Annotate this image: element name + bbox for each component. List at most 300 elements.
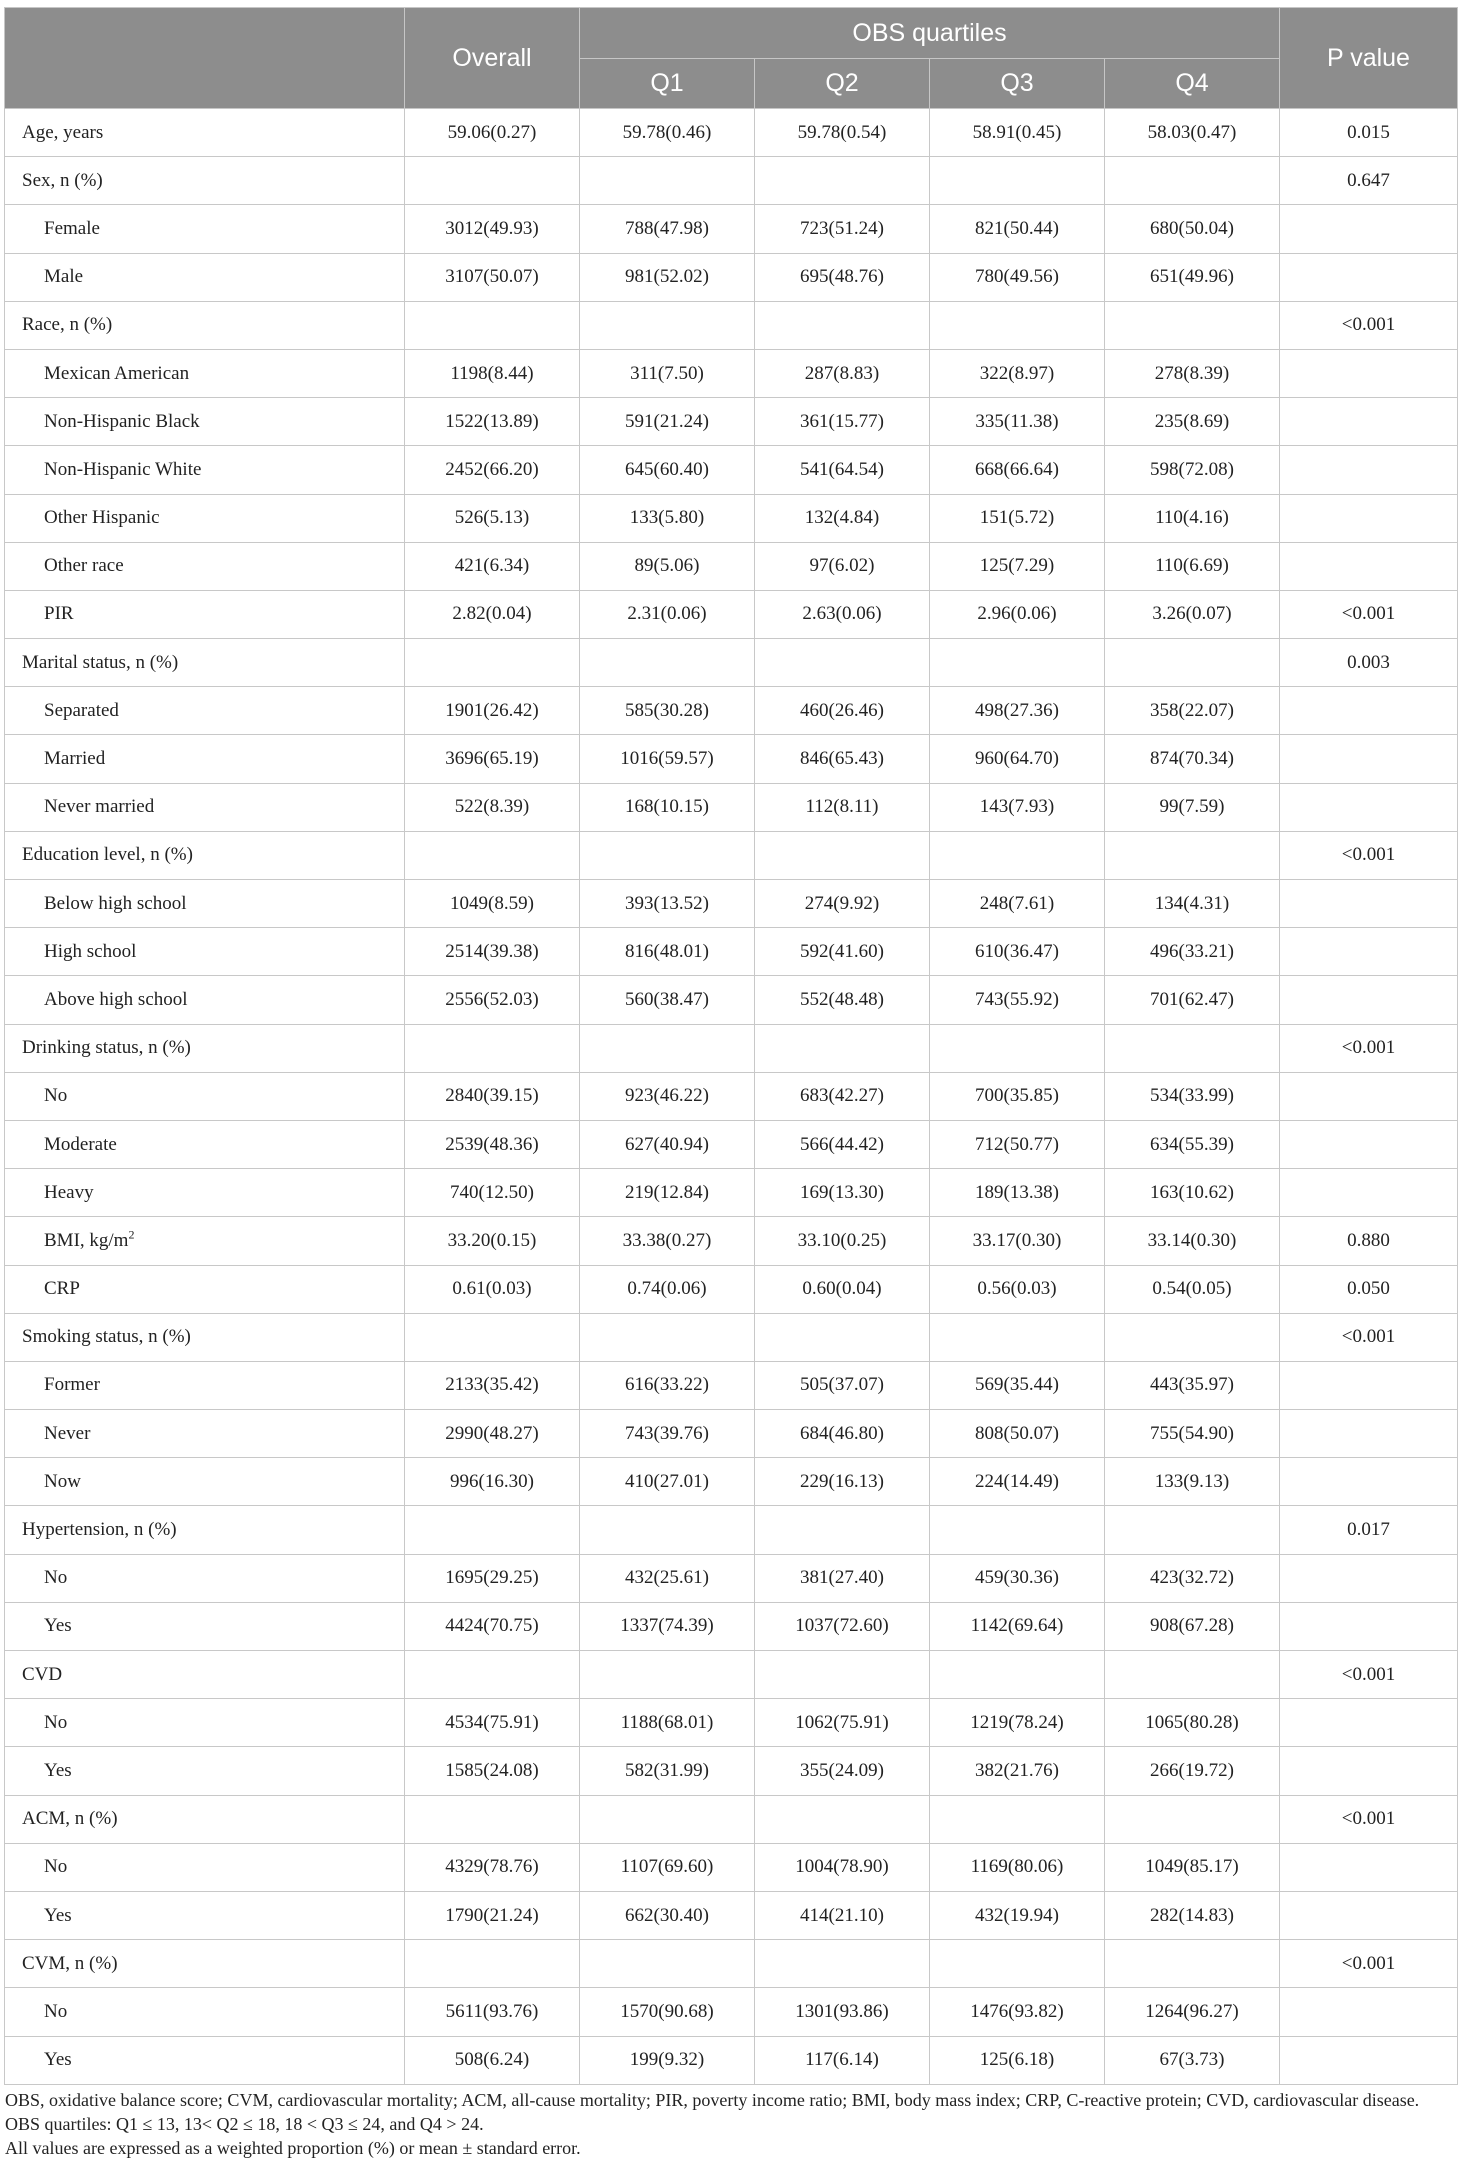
row-label bbox=[5, 1940, 405, 1988]
cell-q3: 743(55.92) bbox=[930, 976, 1105, 1024]
cell-q1: 743(39.76) bbox=[580, 1410, 755, 1458]
table-row bbox=[5, 639, 1458, 687]
cell-q2: 97(6.02) bbox=[755, 542, 930, 590]
row-label bbox=[5, 398, 405, 446]
cell-overall bbox=[405, 831, 580, 879]
row-label-text: Mexican American bbox=[44, 362, 190, 384]
table-row bbox=[5, 542, 1458, 590]
cell-q2: 723(51.24) bbox=[755, 205, 930, 253]
cell-overall bbox=[405, 1506, 580, 1554]
row-label bbox=[5, 687, 405, 735]
cell-q1: 645(60.40) bbox=[580, 446, 755, 494]
header-q4: Q4 bbox=[1105, 59, 1280, 109]
cell-overall: 1695(29.25) bbox=[405, 1554, 580, 1602]
cell-q2: 169(13.30) bbox=[755, 1169, 930, 1217]
cell-p-value bbox=[1280, 735, 1458, 783]
table-row bbox=[5, 1940, 1458, 1988]
row-label bbox=[5, 1265, 405, 1313]
cell-p-value bbox=[1280, 1410, 1458, 1458]
cell-q1: 168(10.15) bbox=[580, 783, 755, 831]
cell-q2 bbox=[755, 639, 930, 687]
cell-p-value: <0.001 bbox=[1280, 1940, 1458, 1988]
row-label bbox=[5, 494, 405, 542]
table-row bbox=[5, 831, 1458, 879]
cell-q2: 460(26.46) bbox=[755, 687, 930, 735]
row-label bbox=[5, 1024, 405, 1072]
cell-p-value: 0.015 bbox=[1280, 109, 1458, 157]
cell-q2: 0.60(0.04) bbox=[755, 1265, 930, 1313]
cell-overall: 996(16.30) bbox=[405, 1458, 580, 1506]
cell-q2: 59.78(0.54) bbox=[755, 109, 930, 157]
cell-q3: 1219(78.24) bbox=[930, 1699, 1105, 1747]
row-label bbox=[5, 1506, 405, 1554]
cell-q4: 1264(96.27) bbox=[1105, 1988, 1280, 2036]
cell-q3: 33.17(0.30) bbox=[930, 1217, 1105, 1265]
cell-q3: 58.91(0.45) bbox=[930, 109, 1105, 157]
row-label-text: Male bbox=[44, 266, 84, 288]
cell-q2: 541(64.54) bbox=[755, 446, 930, 494]
cell-q2: 566(44.42) bbox=[755, 1120, 930, 1168]
cell-q1 bbox=[580, 1651, 755, 1699]
table-row bbox=[5, 1891, 1458, 1939]
cell-overall bbox=[405, 157, 580, 205]
cell-q3: 143(7.93) bbox=[930, 783, 1105, 831]
cell-q3: 125(6.18) bbox=[930, 2036, 1105, 2084]
cell-q1: 616(33.22) bbox=[580, 1361, 755, 1409]
table-row bbox=[5, 1217, 1458, 1265]
cell-p-value: 0.003 bbox=[1280, 639, 1458, 687]
table-row bbox=[5, 1265, 1458, 1313]
header-q3: Q3 bbox=[930, 59, 1105, 109]
cell-overall: 2990(48.27) bbox=[405, 1410, 580, 1458]
cell-q2: 33.10(0.25) bbox=[755, 1217, 930, 1265]
header-overall: Overall bbox=[405, 8, 580, 109]
cell-q3: 780(49.56) bbox=[930, 253, 1105, 301]
row-label-text: No bbox=[44, 2000, 68, 2022]
row-label bbox=[5, 1891, 405, 1939]
cell-overall: 0.61(0.03) bbox=[405, 1265, 580, 1313]
cell-p-value bbox=[1280, 880, 1458, 928]
row-label bbox=[5, 1361, 405, 1409]
cell-q3 bbox=[930, 1795, 1105, 1843]
cell-q3 bbox=[930, 639, 1105, 687]
cell-q3: 610(36.47) bbox=[930, 928, 1105, 976]
row-label bbox=[5, 590, 405, 638]
row-label bbox=[5, 301, 405, 349]
table-row bbox=[5, 446, 1458, 494]
cell-overall bbox=[405, 1940, 580, 1988]
cell-q3: 712(50.77) bbox=[930, 1120, 1105, 1168]
table-row bbox=[5, 349, 1458, 397]
cell-p-value: <0.001 bbox=[1280, 1024, 1458, 1072]
cell-q4 bbox=[1105, 157, 1280, 205]
cell-q4: 701(62.47) bbox=[1105, 976, 1280, 1024]
row-label bbox=[5, 1988, 405, 2036]
cell-p-value: 0.050 bbox=[1280, 1265, 1458, 1313]
table-footnotes bbox=[4, 2085, 1457, 2160]
row-label-text: Yes bbox=[44, 1615, 72, 1637]
cell-p-value bbox=[1280, 928, 1458, 976]
cell-overall: 2.82(0.04) bbox=[405, 590, 580, 638]
cell-p-value bbox=[1280, 2036, 1458, 2084]
cell-q4: 134(4.31) bbox=[1105, 880, 1280, 928]
row-label-text: Marital status, n (%) bbox=[22, 651, 179, 673]
table-row bbox=[5, 687, 1458, 735]
cell-q2: 132(4.84) bbox=[755, 494, 930, 542]
table-row bbox=[5, 2036, 1458, 2084]
cell-q2: 1037(72.60) bbox=[755, 1602, 930, 1650]
cell-q4: 110(6.69) bbox=[1105, 542, 1280, 590]
cell-overall: 522(8.39) bbox=[405, 783, 580, 831]
cell-overall: 2514(39.38) bbox=[405, 928, 580, 976]
row-label bbox=[5, 349, 405, 397]
cell-q3: 498(27.36) bbox=[930, 687, 1105, 735]
row-label-text: Never married bbox=[44, 796, 155, 818]
footnote-quartile-definitions: OBS quartiles: Q1 ≤ 13, 13< Q2 ≤ 18, 18 < Q3 ≤ 24, and Q4 > 24. bbox=[5, 2113, 484, 2134]
cell-q4: 680(50.04) bbox=[1105, 205, 1280, 253]
cell-p-value bbox=[1280, 1072, 1458, 1120]
cell-q1: 585(30.28) bbox=[580, 687, 755, 735]
cell-overall: 3012(49.93) bbox=[405, 205, 580, 253]
cell-overall: 1522(13.89) bbox=[405, 398, 580, 446]
footnote-value-format: All values are expressed as a weighted proportion (%) or mean ± standard error. bbox=[5, 2137, 581, 2158]
row-label bbox=[5, 1169, 405, 1217]
cell-q4: 908(67.28) bbox=[1105, 1602, 1280, 1650]
cell-p-value bbox=[1280, 1458, 1458, 1506]
row-label-text: PIR bbox=[44, 603, 74, 625]
cell-q3: 151(5.72) bbox=[930, 494, 1105, 542]
baseline-characteristics-table bbox=[4, 7, 1458, 2085]
cell-q1: 1337(74.39) bbox=[580, 1602, 755, 1650]
cell-p-value bbox=[1280, 1988, 1458, 2036]
table-header bbox=[5, 8, 1458, 109]
cell-q4 bbox=[1105, 1795, 1280, 1843]
cell-p-value bbox=[1280, 1361, 1458, 1409]
cell-q1: 582(31.99) bbox=[580, 1747, 755, 1795]
cell-overall: 2452(66.20) bbox=[405, 446, 580, 494]
row-label bbox=[5, 831, 405, 879]
cell-p-value: 0.017 bbox=[1280, 1506, 1458, 1554]
cell-q2 bbox=[755, 157, 930, 205]
table-row bbox=[5, 157, 1458, 205]
cell-p-value: 0.647 bbox=[1280, 157, 1458, 205]
row-label bbox=[5, 446, 405, 494]
cell-q4: 496(33.21) bbox=[1105, 928, 1280, 976]
cell-p-value bbox=[1280, 1699, 1458, 1747]
cell-q3: 960(64.70) bbox=[930, 735, 1105, 783]
cell-overall: 1901(26.42) bbox=[405, 687, 580, 735]
cell-overall: 740(12.50) bbox=[405, 1169, 580, 1217]
table-row bbox=[5, 253, 1458, 301]
cell-q3: 700(35.85) bbox=[930, 1072, 1105, 1120]
cell-q1: 591(21.24) bbox=[580, 398, 755, 446]
row-label-text: ACM, n (%) bbox=[22, 1808, 118, 1830]
cell-q2 bbox=[755, 1651, 930, 1699]
cell-overall: 4534(75.91) bbox=[405, 1699, 580, 1747]
cell-q2 bbox=[755, 1795, 930, 1843]
row-label bbox=[5, 157, 405, 205]
cell-p-value bbox=[1280, 494, 1458, 542]
cell-q2: 1062(75.91) bbox=[755, 1699, 930, 1747]
cell-q1 bbox=[580, 639, 755, 687]
cell-q3: 2.96(0.06) bbox=[930, 590, 1105, 638]
cell-q3 bbox=[930, 1940, 1105, 1988]
cell-q3: 432(19.94) bbox=[930, 1891, 1105, 1939]
row-label-text: Above high school bbox=[44, 988, 188, 1010]
cell-q4: 874(70.34) bbox=[1105, 735, 1280, 783]
cell-q4: 755(54.90) bbox=[1105, 1410, 1280, 1458]
cell-q4 bbox=[1105, 301, 1280, 349]
cell-q4: 1065(80.28) bbox=[1105, 1699, 1280, 1747]
cell-q4: 282(14.83) bbox=[1105, 1891, 1280, 1939]
cell-q3: 224(14.49) bbox=[930, 1458, 1105, 1506]
cell-q4: 651(49.96) bbox=[1105, 253, 1280, 301]
table-row bbox=[5, 205, 1458, 253]
row-label bbox=[5, 1651, 405, 1699]
cell-q4: 235(8.69) bbox=[1105, 398, 1280, 446]
table-row bbox=[5, 398, 1458, 446]
cell-q1: 432(25.61) bbox=[580, 1554, 755, 1602]
row-label-text: Never bbox=[44, 1422, 91, 1444]
cell-q4: 0.54(0.05) bbox=[1105, 1265, 1280, 1313]
cell-overall: 2840(39.15) bbox=[405, 1072, 580, 1120]
row-label bbox=[5, 1843, 405, 1891]
cell-q1: 0.74(0.06) bbox=[580, 1265, 755, 1313]
row-label-text: CVD bbox=[22, 1663, 63, 1685]
cell-q4 bbox=[1105, 1940, 1280, 1988]
cell-q2: 695(48.76) bbox=[755, 253, 930, 301]
cell-q4: 110(4.16) bbox=[1105, 494, 1280, 542]
row-label-text: Drinking status, n (%) bbox=[22, 1037, 191, 1059]
cell-overall: 526(5.13) bbox=[405, 494, 580, 542]
footnote-abbreviations: OBS, oxidative balance score; CVM, cardiovascular mortality; ACM, all-cause mortality; PIR, poverty income ratio; BMI, body mass index; CRP, C-reactive protein; CVD, cardiovascular disease. bbox=[5, 2089, 1420, 2110]
cell-q3 bbox=[930, 1024, 1105, 1072]
cell-q1: 33.38(0.27) bbox=[580, 1217, 755, 1265]
cell-q3: 459(30.36) bbox=[930, 1554, 1105, 1602]
cell-q3: 189(13.38) bbox=[930, 1169, 1105, 1217]
cell-q4 bbox=[1105, 1313, 1280, 1361]
cell-q3 bbox=[930, 1506, 1105, 1554]
cell-q3: 1476(93.82) bbox=[930, 1988, 1105, 2036]
cell-q4: 443(35.97) bbox=[1105, 1361, 1280, 1409]
row-label bbox=[5, 1072, 405, 1120]
row-label-text: Now bbox=[44, 1470, 81, 1492]
row-label bbox=[5, 253, 405, 301]
row-label-text: Education level, n (%) bbox=[22, 844, 193, 866]
table-row bbox=[5, 1506, 1458, 1554]
cell-overall: 33.20(0.15) bbox=[405, 1217, 580, 1265]
cell-q2 bbox=[755, 1506, 930, 1554]
cell-q2: 229(16.13) bbox=[755, 1458, 930, 1506]
cell-p-value: <0.001 bbox=[1280, 1795, 1458, 1843]
row-label bbox=[5, 928, 405, 976]
cell-q1 bbox=[580, 1313, 755, 1361]
cell-p-value bbox=[1280, 1120, 1458, 1168]
cell-q1: 133(5.80) bbox=[580, 494, 755, 542]
cell-q3 bbox=[930, 301, 1105, 349]
cell-q1: 311(7.50) bbox=[580, 349, 755, 397]
row-label-text: Yes bbox=[44, 1759, 72, 1781]
cell-overall: 3107(50.07) bbox=[405, 253, 580, 301]
table-row bbox=[5, 1602, 1458, 1650]
table-row bbox=[5, 1747, 1458, 1795]
cell-q2: 112(8.11) bbox=[755, 783, 930, 831]
cell-q1: 1016(59.57) bbox=[580, 735, 755, 783]
cell-q1: 1570(90.68) bbox=[580, 1988, 755, 2036]
cell-q3 bbox=[930, 1651, 1105, 1699]
cell-q3: 335(11.38) bbox=[930, 398, 1105, 446]
cell-p-value bbox=[1280, 1554, 1458, 1602]
table-row bbox=[5, 590, 1458, 638]
row-label-text: High school bbox=[44, 940, 137, 962]
row-label-text: CVM, n (%) bbox=[22, 1952, 118, 1974]
cell-p-value bbox=[1280, 1602, 1458, 1650]
cell-q1 bbox=[580, 1795, 755, 1843]
row-label bbox=[5, 542, 405, 590]
header-obs-quartiles: OBS quartiles bbox=[580, 8, 1280, 59]
cell-q3: 668(66.64) bbox=[930, 446, 1105, 494]
cell-overall: 508(6.24) bbox=[405, 2036, 580, 2084]
table-row bbox=[5, 1072, 1458, 1120]
table-row bbox=[5, 1458, 1458, 1506]
cell-q3: 322(8.97) bbox=[930, 349, 1105, 397]
cell-q1: 219(12.84) bbox=[580, 1169, 755, 1217]
cell-p-value: 0.880 bbox=[1280, 1217, 1458, 1265]
cell-q1: 788(47.98) bbox=[580, 205, 755, 253]
cell-q1 bbox=[580, 1024, 755, 1072]
table-row bbox=[5, 880, 1458, 928]
cell-q4 bbox=[1105, 1651, 1280, 1699]
cell-p-value bbox=[1280, 398, 1458, 446]
cell-p-value bbox=[1280, 976, 1458, 1024]
table-row bbox=[5, 928, 1458, 976]
cell-q2: 592(41.60) bbox=[755, 928, 930, 976]
cell-overall: 1198(8.44) bbox=[405, 349, 580, 397]
table-row bbox=[5, 1169, 1458, 1217]
cell-q1: 662(30.40) bbox=[580, 1891, 755, 1939]
cell-q4: 423(32.72) bbox=[1105, 1554, 1280, 1602]
row-label bbox=[5, 1217, 405, 1265]
row-label bbox=[5, 1602, 405, 1650]
cell-p-value: <0.001 bbox=[1280, 1651, 1458, 1699]
cell-q3: 821(50.44) bbox=[930, 205, 1105, 253]
table-row bbox=[5, 109, 1458, 157]
cell-q1: 560(38.47) bbox=[580, 976, 755, 1024]
row-label-text: Married bbox=[44, 748, 106, 770]
cell-p-value bbox=[1280, 783, 1458, 831]
cell-q4: 67(3.73) bbox=[1105, 2036, 1280, 2084]
cell-q1: 1107(69.60) bbox=[580, 1843, 755, 1891]
table-row bbox=[5, 1554, 1458, 1602]
cell-q3: 0.56(0.03) bbox=[930, 1265, 1105, 1313]
cell-q2: 274(9.92) bbox=[755, 880, 930, 928]
table-row bbox=[5, 1361, 1458, 1409]
cell-q4: 534(33.99) bbox=[1105, 1072, 1280, 1120]
table-body bbox=[5, 109, 1458, 2085]
cell-q2: 117(6.14) bbox=[755, 2036, 930, 2084]
cell-overall: 421(6.34) bbox=[405, 542, 580, 590]
cell-q1: 627(40.94) bbox=[580, 1120, 755, 1168]
cell-p-value bbox=[1280, 446, 1458, 494]
cell-q2: 683(42.27) bbox=[755, 1072, 930, 1120]
cell-q4 bbox=[1105, 639, 1280, 687]
cell-q4: 163(10.62) bbox=[1105, 1169, 1280, 1217]
cell-q3: 1142(69.64) bbox=[930, 1602, 1105, 1650]
cell-q4: 634(55.39) bbox=[1105, 1120, 1280, 1168]
cell-q2: 381(27.40) bbox=[755, 1554, 930, 1602]
table-row bbox=[5, 1651, 1458, 1699]
row-label-text: CRP bbox=[44, 1278, 80, 1300]
table-row bbox=[5, 494, 1458, 542]
row-label bbox=[5, 976, 405, 1024]
row-label bbox=[5, 1554, 405, 1602]
cell-q3: 569(35.44) bbox=[930, 1361, 1105, 1409]
row-label-text: Age, years bbox=[22, 121, 104, 143]
cell-q1: 393(13.52) bbox=[580, 880, 755, 928]
row-label bbox=[5, 639, 405, 687]
row-label-text: Separated bbox=[44, 699, 119, 721]
cell-overall bbox=[405, 1024, 580, 1072]
cell-overall bbox=[405, 639, 580, 687]
header-p-value: P value bbox=[1280, 8, 1458, 109]
cell-q2: 846(65.43) bbox=[755, 735, 930, 783]
row-label-text: Yes bbox=[44, 1904, 72, 1926]
cell-q4: 58.03(0.47) bbox=[1105, 109, 1280, 157]
table-row bbox=[5, 1120, 1458, 1168]
cell-q4: 598(72.08) bbox=[1105, 446, 1280, 494]
cell-q4 bbox=[1105, 831, 1280, 879]
cell-overall: 1049(8.59) bbox=[405, 880, 580, 928]
cell-q2: 414(21.10) bbox=[755, 1891, 930, 1939]
row-label-text: Race, n (%) bbox=[22, 314, 113, 336]
row-label-superscript: 2 bbox=[128, 1227, 135, 1242]
table-row bbox=[5, 1699, 1458, 1747]
cell-q4: 1049(85.17) bbox=[1105, 1843, 1280, 1891]
cell-q2: 355(24.09) bbox=[755, 1747, 930, 1795]
header-q1: Q1 bbox=[580, 59, 755, 109]
cell-overall: 1790(21.24) bbox=[405, 1891, 580, 1939]
row-label bbox=[5, 735, 405, 783]
row-label bbox=[5, 109, 405, 157]
cell-q4: 278(8.39) bbox=[1105, 349, 1280, 397]
row-label bbox=[5, 880, 405, 928]
cell-overall bbox=[405, 1795, 580, 1843]
row-label-text: No bbox=[44, 1711, 68, 1733]
cell-q3 bbox=[930, 831, 1105, 879]
cell-q1 bbox=[580, 301, 755, 349]
row-label bbox=[5, 2036, 405, 2084]
cell-overall: 2133(35.42) bbox=[405, 1361, 580, 1409]
row-label bbox=[5, 205, 405, 253]
cell-p-value bbox=[1280, 1843, 1458, 1891]
cell-q4: 358(22.07) bbox=[1105, 687, 1280, 735]
cell-p-value bbox=[1280, 205, 1458, 253]
row-label-text: Sex, n (%) bbox=[22, 169, 103, 191]
cell-p-value: <0.001 bbox=[1280, 1313, 1458, 1361]
row-label-text: No bbox=[44, 1085, 68, 1107]
cell-overall: 2539(48.36) bbox=[405, 1120, 580, 1168]
row-label bbox=[5, 1458, 405, 1506]
cell-q2: 1301(93.86) bbox=[755, 1988, 930, 2036]
cell-q4: 99(7.59) bbox=[1105, 783, 1280, 831]
cell-q1: 923(46.22) bbox=[580, 1072, 755, 1120]
cell-q4: 33.14(0.30) bbox=[1105, 1217, 1280, 1265]
cell-overall bbox=[405, 301, 580, 349]
row-label-text: Heavy bbox=[44, 1181, 94, 1203]
cell-q1 bbox=[580, 831, 755, 879]
cell-q1: 816(48.01) bbox=[580, 928, 755, 976]
cell-p-value bbox=[1280, 1891, 1458, 1939]
